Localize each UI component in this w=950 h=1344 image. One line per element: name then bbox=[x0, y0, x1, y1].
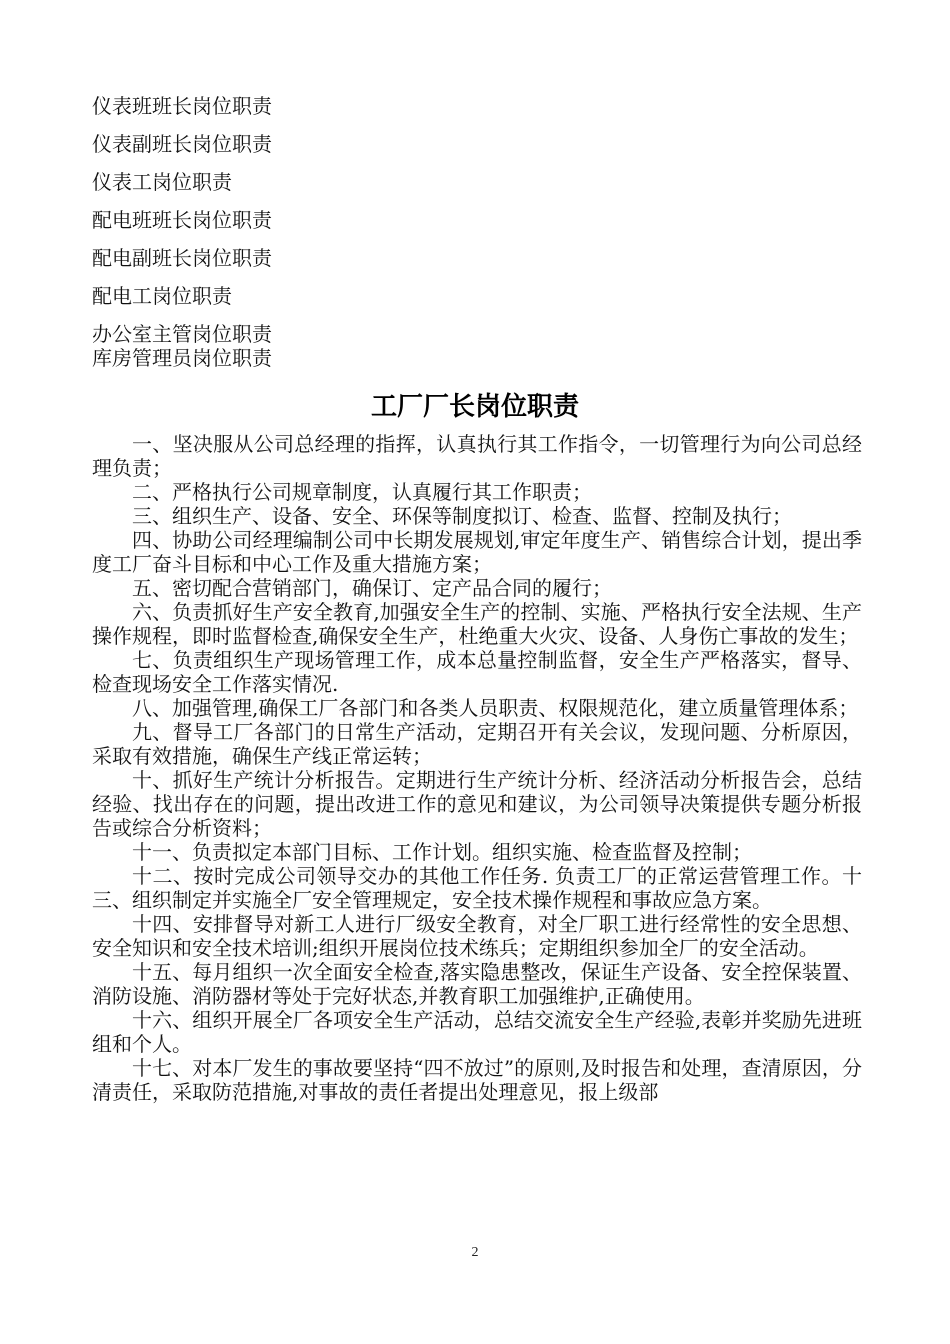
paragraph: 四、协助公司经理编制公司中长期发展规划,审定年度生产、销售综合计划，提出季度工厂奋斗目标和中心工作及重大措施方案； bbox=[92, 528, 862, 576]
paragraph: 七、负责组织生产现场管理工作，成本总量控制监督，安全生产严格落实，督导、检查现场安全工作落实情况. bbox=[92, 648, 862, 696]
toc-item: 办公室主管岗位职责 bbox=[92, 322, 272, 346]
toc-item: 仪表副班长岗位职责 bbox=[92, 132, 272, 156]
section-body bbox=[92, 432, 862, 1104]
toc-item: 配电班班长岗位职责 bbox=[92, 208, 272, 232]
section-title: 工厂厂长岗位职责 bbox=[370, 392, 579, 422]
paragraph: 十一、负责拟定本部门目标、工作计划。组织实施、检查监督及控制； bbox=[132, 840, 752, 864]
paragraph: 二、严格执行公司规章制度，认真履行其工作职责； bbox=[132, 480, 592, 504]
paragraph: 十五、每月组织一次全面安全检查,落实隐患整改，保证生产设备、安全控保装置、消防设施、消防器材等处于完好状态,并教育职工加强维护,正确使用。 bbox=[92, 960, 862, 1008]
paragraph: 十六、组织开展全厂各项安全生产活动，总结交流安全生产经验,表彰并奖励先进班组和个人。 bbox=[92, 1008, 862, 1056]
paragraph: 三、组织生产、设备、安全、环保等制度拟订、检查、监督、控制及执行； bbox=[132, 504, 792, 528]
toc-item: 仪表工岗位职责 bbox=[92, 170, 232, 194]
paragraph: 九、督导工厂各部门的日常生产活动，定期召开有关会议，发现问题、分析原因，采取有效措施，确保生产线正常运转； bbox=[92, 720, 862, 768]
toc-item: 仪表班班长岗位职责 bbox=[92, 94, 272, 118]
page-number: 2 bbox=[471, 1245, 479, 1260]
paragraph: 六、负责抓好生产安全教育,加强安全生产的控制、实施、严格执行安全法规、生产操作规程，即时监督检查,确保安全生产，杜绝重大火灾、设备、人身伤亡事故的发生； bbox=[92, 600, 862, 648]
toc-item: 配电工岗位职责 bbox=[92, 284, 232, 308]
toc-item: 配电副班长岗位职责 bbox=[92, 246, 272, 270]
paragraph: 八、加强管理,确保工厂各部门和各类人员职责、权限规范化，建立质量管理体系； bbox=[132, 696, 859, 720]
paragraph: 十四、安排督导对新工人进行厂级安全教育，对全厂职工进行经常性的安全思想、安全知识和安全技术培训;组织开展岗位技术练兵；定期组织参加全厂的安全活动。 bbox=[92, 912, 862, 960]
paragraph: 十、抓好生产统计分析报告。定期进行生产统计分析、经济活动分析报告会，总结经验、找出存在的问题，提出改进工作的意见和建议，为公司领导决策提供专题分析报告或综合分析资料； bbox=[92, 768, 862, 840]
paragraph: 十二、按时完成公司领导交办的其他工作任务. 负责工厂的正常运营管理工作。十三、组织制定并实施全厂安全管理规定，安全技术操作规程和事故应急方案。 bbox=[92, 864, 862, 912]
paragraph: 十七、对本厂发生的事故要坚持“四不放过”的原则,及时报告和处理，查清原因，分清责任，采取防范措施,对事故的责任者提出处理意见，报上级部 bbox=[92, 1056, 862, 1104]
toc-item: 库房管理员岗位职责 bbox=[92, 346, 272, 370]
paragraph: 一、坚决服从公司总经理的指挥，认真执行其工作指令，一切管理行为向公司总经理负责； bbox=[92, 432, 862, 480]
paragraph: 五、密切配合营销部门，确保订、定产品合同的履行； bbox=[132, 576, 612, 600]
